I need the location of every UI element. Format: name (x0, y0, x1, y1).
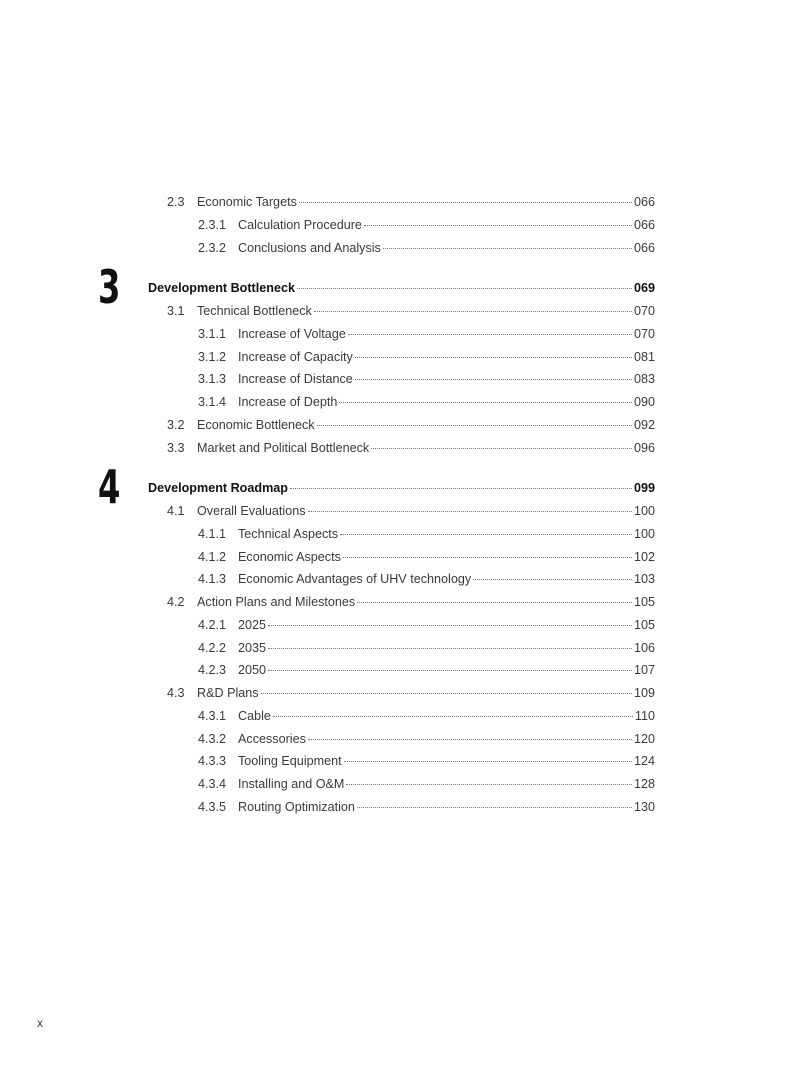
toc-entry[interactable] (0, 682, 793, 705)
section-number: 3.1 (167, 304, 185, 318)
section-number: 2.3.1 (198, 217, 227, 232)
entry-title: Development Roadmap (148, 481, 288, 496)
toc-entry[interactable] (0, 437, 793, 460)
toc-entry[interactable] (0, 300, 793, 323)
chapter-number: 4 (98, 460, 121, 515)
page-number: 100 (633, 526, 655, 541)
section-number: 2.3.2 (198, 240, 227, 255)
toc-entry[interactable] (0, 614, 793, 637)
entry-title: Increase of Distance (238, 372, 353, 387)
toc-entry[interactable] (0, 191, 793, 214)
toc-entry[interactable] (0, 500, 793, 523)
section-number: 4.1.2 (198, 549, 227, 564)
toc-entry[interactable] (0, 323, 793, 346)
entry-title: 2025 (238, 617, 267, 632)
dot-leader (261, 693, 632, 694)
page-number: 106 (633, 640, 655, 655)
entry-title: Installing and O&M (238, 777, 345, 791)
section-number: 4.3 (167, 686, 185, 700)
section-number: 4.3.4 (198, 777, 227, 791)
entry-title: Conclusions and Analysis (238, 240, 381, 255)
dot-leader (268, 648, 632, 649)
section-number: 4.3.5 (198, 799, 227, 814)
toc-entry[interactable] (0, 391, 793, 414)
entry-title: R&D Plans (197, 686, 259, 700)
page-number: 066 (633, 217, 655, 232)
page-number: 081 (633, 349, 655, 364)
entry-title: Increase of Voltage (238, 326, 346, 341)
dot-leader (268, 670, 632, 671)
section-number: 3.1.2 (198, 349, 227, 364)
toc-entry[interactable] (0, 568, 793, 591)
section-number: 3.3 (167, 440, 185, 455)
page-number: 124 (633, 754, 655, 769)
toc-entry[interactable] (0, 237, 793, 260)
entry-title: Overall Evaluations (197, 504, 306, 518)
toc-entry[interactable] (0, 750, 793, 773)
entry-title: Cable (238, 708, 271, 723)
page-number: 069 (633, 281, 655, 296)
entry-title: Accessories (238, 731, 306, 746)
section-number: 4.3.3 (198, 754, 227, 769)
entry-title: 2050 (238, 663, 267, 678)
entry-title: Technical Aspects (238, 526, 339, 541)
entry-title: Economic Targets (197, 195, 297, 209)
dot-leader (308, 739, 632, 740)
entry-title: Increase of Depth (238, 395, 338, 409)
chapter-number: 3 (98, 260, 121, 315)
page-number: 110 (634, 708, 655, 723)
toc-entry[interactable] (0, 591, 793, 614)
page-number: 090 (633, 395, 655, 409)
page-number: 070 (633, 326, 655, 341)
section-number: 3.2 (167, 417, 185, 432)
dot-leader (371, 448, 632, 449)
section-number: 2.3 (167, 195, 185, 209)
dot-leader (364, 225, 632, 226)
page-number: 102 (633, 549, 655, 564)
toc-entry[interactable] (0, 368, 793, 391)
page-number: 100 (633, 504, 655, 518)
section-number: 4.2.2 (198, 640, 227, 655)
toc-entry[interactable] (0, 637, 793, 660)
entry-title: Increase of Capacity (238, 349, 353, 364)
entry-title: 2035 (238, 640, 267, 655)
entry-title: Economic Bottleneck (197, 417, 315, 432)
page-number: 109 (633, 686, 655, 700)
dot-leader (308, 511, 632, 512)
dot-leader (340, 534, 632, 535)
section-number: 3.1.3 (198, 372, 227, 387)
entry-title: Market and Political Bottleneck (197, 440, 370, 455)
dot-leader (290, 488, 632, 489)
toc-entry[interactable] (0, 414, 793, 437)
entry-title: Development Bottleneck (148, 281, 295, 296)
dot-leader (339, 402, 632, 403)
page-number: 105 (633, 617, 655, 632)
dot-leader (343, 557, 632, 558)
dot-leader (357, 807, 632, 808)
dot-leader (297, 288, 632, 289)
page-number: 066 (633, 195, 655, 209)
dot-leader (355, 357, 632, 358)
toc-entry[interactable] (0, 728, 793, 751)
page-number: 130 (633, 799, 655, 814)
toc-entry[interactable] (0, 346, 793, 369)
section-number: 4.1 (167, 504, 185, 518)
page-number: 120 (633, 731, 655, 746)
section-number: 4.1.3 (198, 572, 227, 587)
toc-entry[interactable] (0, 773, 793, 796)
section-number: 4.3.2 (198, 731, 227, 746)
dot-leader (299, 202, 632, 203)
section-number: 4.2.1 (198, 617, 227, 632)
toc-entry[interactable] (0, 214, 793, 237)
section-number: 4.3.1 (198, 708, 227, 723)
entry-title: Action Plans and Milestones (197, 595, 356, 609)
page-number: 105 (633, 595, 655, 609)
entry-title: Routing Optimization (238, 799, 355, 814)
dot-leader (346, 784, 632, 785)
dot-leader (317, 425, 632, 426)
dot-leader (314, 311, 632, 312)
dot-leader (473, 579, 632, 580)
section-number: 4.2 (167, 595, 185, 609)
dot-leader (344, 761, 632, 762)
toc-entry[interactable] (0, 796, 793, 819)
toc-entry[interactable] (0, 705, 793, 728)
page-number: 092 (633, 417, 655, 432)
page-folio: x (37, 1016, 43, 1030)
entry-title: Calculation Procedure (238, 217, 362, 232)
entry-title: Technical Bottleneck (197, 304, 312, 318)
dot-leader (357, 602, 632, 603)
dot-leader (268, 625, 632, 626)
page-number: 083 (633, 372, 655, 387)
toc-entry[interactable] (0, 546, 793, 569)
section-number: 4.2.3 (198, 663, 227, 678)
page-number: 070 (633, 304, 655, 318)
toc-entry[interactable] (0, 523, 793, 546)
entry-title: Tooling Equipment (238, 754, 342, 769)
section-number: 3.1.1 (198, 326, 227, 341)
page-number: 107 (633, 663, 655, 678)
page-number: 103 (633, 572, 655, 587)
entry-title: Economic Advantages of UHV technology (238, 572, 472, 587)
page-number: 096 (633, 440, 655, 455)
section-number: 4.1.1 (198, 526, 227, 541)
dot-leader (273, 716, 633, 717)
page-number: 128 (633, 777, 655, 791)
page-number: 066 (633, 240, 655, 255)
entry-title: Economic Aspects (238, 549, 341, 564)
toc-entry[interactable] (0, 659, 793, 682)
page-number: 099 (633, 481, 655, 496)
dot-leader (355, 379, 632, 380)
dot-leader (348, 334, 632, 335)
table-of-contents (0, 191, 793, 819)
section-number: 3.1.4 (198, 395, 227, 409)
dot-leader (383, 248, 632, 249)
